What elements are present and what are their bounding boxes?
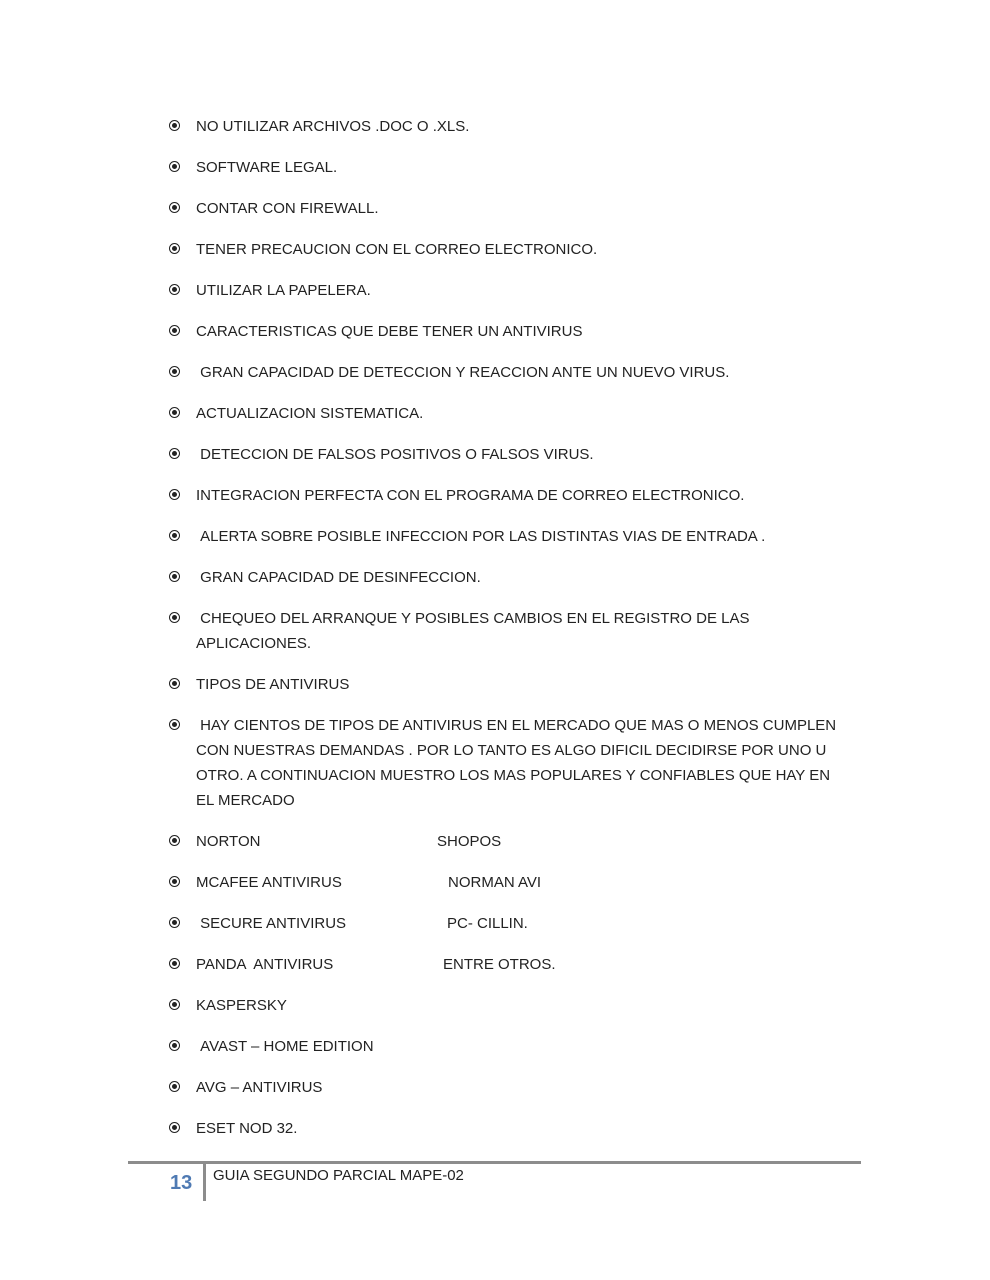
list-item-text: SOFTWARE LEGAL. — [196, 159, 338, 176]
list-item-text: HAY CIENTOS DE TIPOS DE ANTIVIRUS EN EL MERCADO QUE MAS O MENOS CUMPLEN CON NUESTRAS DEMANDAS . POR LO TANTO ES ALGO DIFICIL DECIDIRSE POR UNO U OTRO. A CONTINUACION MUESTRO LOS MAS POPULARES Y CONFIABLES QUE HAY EN EL MERCADO — [196, 717, 841, 809]
bullet-icon — [169, 202, 180, 213]
list-item-text: ALERTA SOBRE POSIBLE INFECCION POR LAS DISTINTAS VIAS DE ENTRADA . — [196, 528, 766, 545]
list-item — [168, 442, 848, 467]
list-item-text: SECURE ANTIVIRUS — [196, 915, 347, 932]
list-item-text: AVAST – HOME EDITION — [196, 1038, 374, 1055]
bullet-icon — [169, 120, 180, 131]
list-item-second-column: ENTRE OTROS. — [443, 956, 556, 973]
bullet-icon — [169, 999, 180, 1010]
bullet-icon — [169, 407, 180, 418]
list-item-text: UTILIZAR LA PAPELERA. — [196, 282, 371, 299]
list-item — [168, 483, 848, 508]
list-item — [168, 114, 848, 139]
bullet-icon — [169, 489, 180, 500]
list-item-text: ACTUALIZACION SISTEMATICA. — [196, 405, 424, 422]
list-item — [168, 1034, 848, 1059]
list-item — [168, 1116, 848, 1141]
list-item — [168, 319, 848, 344]
list-item — [168, 196, 848, 221]
bullet-icon — [169, 243, 180, 254]
footer-divider — [128, 1161, 861, 1164]
list-item — [168, 524, 848, 549]
list-item-text: AVG – ANTIVIRUS — [196, 1079, 323, 1096]
list-item — [168, 672, 848, 697]
bullet-icon — [169, 876, 180, 887]
bullet-icon — [169, 530, 180, 541]
list-item-second-column: PC- CILLIN. — [447, 915, 528, 932]
list-item-text: CARACTERISTICAS QUE DEBE TENER UN ANTIVIRUS — [196, 323, 583, 340]
bullet-icon — [169, 917, 180, 928]
bullet-icon — [169, 571, 180, 582]
bullet-icon — [169, 1122, 180, 1133]
list-item — [168, 713, 848, 813]
list-item — [168, 993, 848, 1018]
footer-title: GUIA SEGUNDO PARCIAL MAPE-02 — [213, 1167, 464, 1184]
bullet-icon — [169, 284, 180, 295]
bullet-icon — [169, 366, 180, 377]
bullet-icon — [169, 1081, 180, 1092]
bullet-icon — [169, 612, 180, 623]
bullet-icon — [169, 958, 180, 969]
list-item-text: GRAN CAPACIDAD DE DETECCION Y REACCION ANTE UN NUEVO VIRUS. — [196, 364, 730, 381]
bullet-icon — [169, 325, 180, 336]
list-item-text: MCAFEE ANTIVIRUS — [196, 874, 342, 891]
bullet-icon — [169, 1040, 180, 1051]
list-item-text: INTEGRACION PERFECTA CON EL PROGRAMA DE CORREO ELECTRONICO. — [196, 487, 745, 504]
list-item-text: NO UTILIZAR ARCHIVOS .DOC O .XLS. — [196, 118, 470, 135]
list-item — [168, 911, 848, 936]
bullet-icon — [169, 161, 180, 172]
bullet-icon — [169, 678, 180, 689]
list-item — [168, 278, 848, 303]
bullet-icon — [169, 719, 180, 730]
list-item — [168, 155, 848, 180]
list-item-text: TIPOS DE ANTIVIRUS — [196, 676, 350, 693]
bullet-list — [168, 114, 848, 1141]
list-item-text: DETECCION DE FALSOS POSITIVOS O FALSOS VIRUS. — [196, 446, 594, 463]
bullet-icon — [169, 448, 180, 459]
list-item-text: KASPERSKY — [196, 997, 287, 1014]
list-item-text: GRAN CAPACIDAD DE DESINFECCION. — [196, 569, 481, 586]
list-item — [168, 237, 848, 262]
bullet-icon — [169, 835, 180, 846]
list-item-second-column: NORMAN AVI — [448, 874, 542, 891]
list-item — [168, 870, 848, 895]
list-item — [168, 1075, 848, 1100]
list-item — [168, 360, 848, 385]
footer-separator — [203, 1164, 206, 1201]
list-item-text: TENER PRECAUCION CON EL CORREO ELECTRONICO. — [196, 241, 598, 258]
page-number: 13 — [170, 1172, 193, 1194]
list-item-text: CHEQUEO DEL ARRANQUE Y POSIBLES CAMBIOS EN EL REGISTRO DE LAS APLICACIONES. — [196, 610, 753, 652]
list-item — [168, 401, 848, 426]
list-item-text: PANDA ANTIVIRUS — [196, 956, 334, 973]
list-item — [168, 565, 848, 590]
list-item — [168, 606, 848, 656]
list-item-text: CONTAR CON FIREWALL. — [196, 200, 379, 217]
list-item-second-column: SHOPOS — [437, 833, 502, 850]
list-item — [168, 952, 848, 977]
list-item-text: NORTON — [196, 833, 261, 850]
list-item — [168, 829, 848, 854]
list-item-text: ESET NOD 32. — [196, 1120, 298, 1137]
